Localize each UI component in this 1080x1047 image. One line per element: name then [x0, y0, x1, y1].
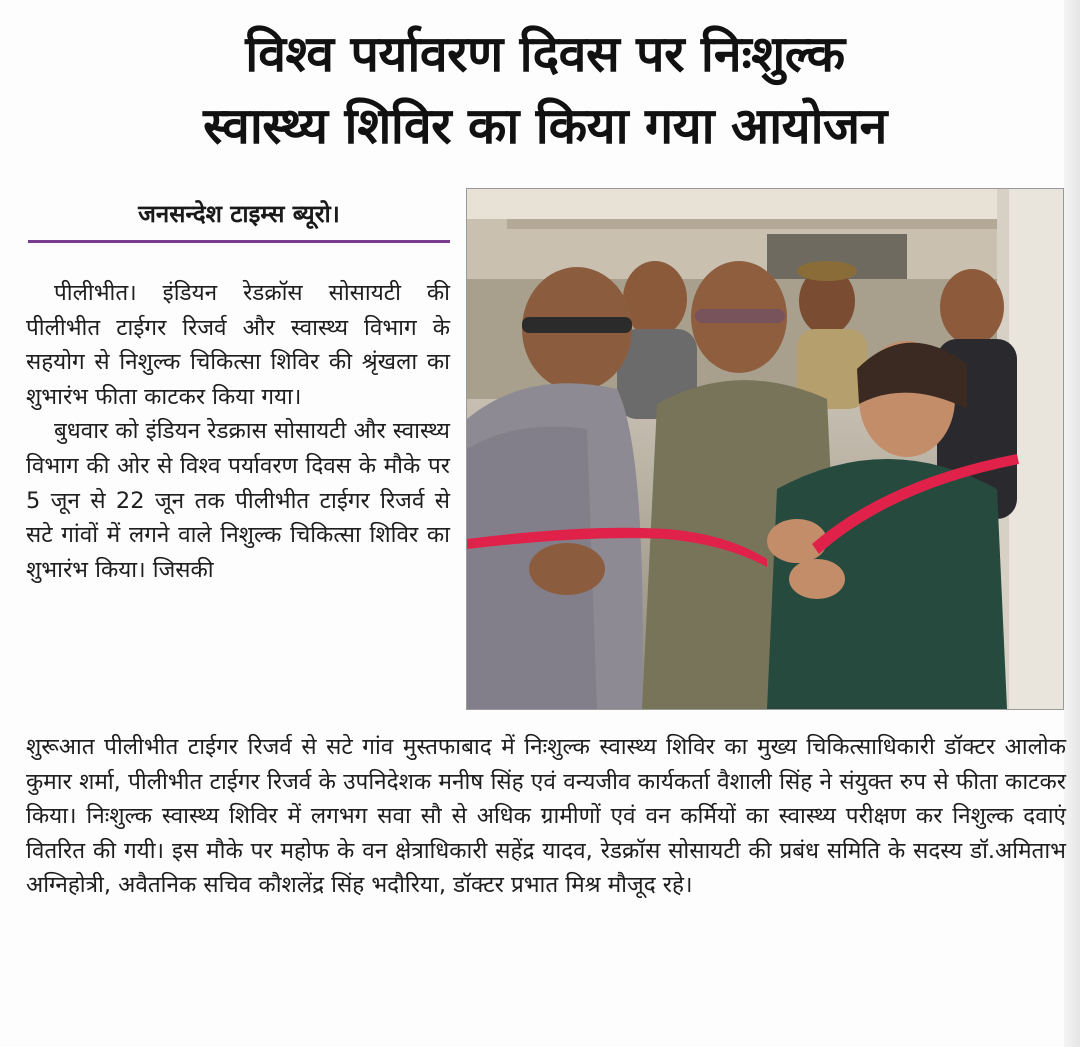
article-paragraph-1: पीलीभीत। इंडियन रेडक्रॉस सोसायटी की पीलीभीत टाईगर रिजर्व और स्वास्थ्य विभाग के सहयोग से निशुल्क चिकित्सा शिविर की श्रृंखला का शुभारंभ फीता काटकर किया गया। — [26, 280, 450, 410]
byline-divider — [28, 240, 450, 243]
headline — [40, 18, 1050, 162]
byline: जनसन्देश टाइम्स ब्यूरो। — [138, 200, 340, 228]
article-paragraph-2-continued: शुरूआत पीलीभीत टाईगर रिजर्व से सटे गांव मुस्तफाबाद में निःशुल्क स्वास्थ्य शिविर का मुख्य चिकित्साधिकारी डॉक्टर आलोक कुमार शर्मा, पीलीभीत टाईगर रिजर्व के उपनिदेशक मनीष सिंह एवं वन्यजीव कार्यकर्ता वैशाली सिंह ने संयुक्त रुप से फीता काटकर किया। निःशुल्क स्वास्थ्य शिविर में लगभग सवा सौ से अधिक ग्रामीणों एवं वन कर्मियों का स्वास्थ्य परीक्षण कर निशुल्क दवाएं वितरित की गयी। इस मौके पर महोफ के वन क्षेत्राधिकारी सहेंद्र यादव, रेडक्रॉस सोसायटी की प्रबंध समिति के सदस्य डॉ.अमिताभ अग्निहोत्री, अवैतनिक सचिव कौशलेंद्र सिंह भदौरिया, डॉक्टर प्रभात मिश्र मौजूद रहे। — [26, 734, 1066, 899]
headline-line-1: विश्व पर्यावरण दिवस पर निःशुल्क — [245, 25, 845, 83]
event-photo — [466, 188, 1064, 710]
headline-line-2: स्वास्थ्य शिविर का किया गया आयोजन — [203, 97, 887, 155]
page-edge-shadow — [1064, 0, 1080, 1047]
article-continuation — [26, 730, 1066, 903]
article-paragraph-2: बुधवार को इंडियन रेडक्रास सोसायटी और स्वास्थ्य विभाग की ओर से विश्व पर्यावरण दिवस के मौके पर 5 जून से 22 जून तक पीलीभीत टाईगर रिजर्व से सटे गांवों में लगने वाले निशुल्क चिकित्सा शिविर का शुभारंभ किया। जिसकी — [26, 418, 450, 583]
article-column — [26, 276, 450, 587]
ribbon-cutting-photo — [467, 189, 1063, 709]
